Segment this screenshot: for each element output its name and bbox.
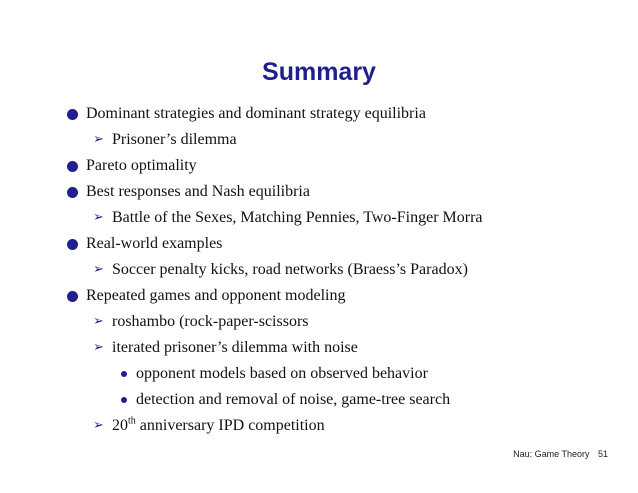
bullet-text: Best responses and Nash equilibria bbox=[86, 183, 310, 200]
arrow-bullet-icon: ➢ bbox=[93, 132, 104, 147]
bullet-dot-icon bbox=[67, 109, 78, 120]
small-dot-icon bbox=[121, 397, 127, 403]
bullet-item bbox=[86, 234, 222, 254]
bullet-text: Prisoner’s dilemma bbox=[112, 131, 237, 148]
bullet-item bbox=[86, 104, 426, 124]
slide-footer bbox=[513, 449, 608, 459]
small-dot-icon bbox=[121, 371, 127, 377]
ordinal-suffix: th bbox=[128, 415, 136, 427]
bullet-item bbox=[86, 286, 345, 306]
arrow-bullet-icon: ➢ bbox=[93, 210, 104, 225]
arrow-bullet-icon: ➢ bbox=[93, 418, 104, 433]
sub-bullet-item bbox=[93, 338, 358, 358]
sub-bullet-item bbox=[93, 260, 468, 280]
bullet-text: Real-world examples bbox=[86, 235, 223, 252]
bullet-text: Battle of the Sexes, Matching Pennies, Two-Finger Morra bbox=[112, 209, 483, 226]
bullet-text: anniversary IPD competition bbox=[135, 417, 325, 434]
bullet-item bbox=[86, 156, 197, 176]
ordinal-number: 20 bbox=[112, 417, 128, 434]
sub-bullet-item bbox=[93, 208, 483, 228]
bullet-text: opponent models based on observed behavior bbox=[136, 365, 428, 382]
arrow-bullet-icon: ➢ bbox=[93, 262, 104, 277]
sub-sub-bullet-item bbox=[136, 390, 450, 410]
arrow-bullet-icon: ➢ bbox=[93, 314, 104, 329]
bullet-text: roshambo (rock-paper-scissors bbox=[112, 313, 309, 330]
bullet-text: iterated prisoner’s dilemma with noise bbox=[112, 339, 358, 356]
page-number: 51 bbox=[597, 449, 608, 459]
bullet-text: Soccer penalty kicks, road networks (Braess’s Paradox) bbox=[112, 261, 468, 278]
sub-sub-bullet-item bbox=[136, 364, 428, 384]
sub-bullet-item bbox=[93, 130, 237, 150]
sub-bullet-item bbox=[93, 415, 325, 436]
arrow-bullet-icon: ➢ bbox=[93, 340, 104, 355]
bullet-text: Dominant strategies and dominant strategy equilibria bbox=[86, 105, 426, 122]
bullet-text: Repeated games and opponent modeling bbox=[86, 287, 346, 304]
slide-title: Summary bbox=[262, 58, 376, 86]
bullet-item bbox=[86, 182, 310, 202]
bullet-text: detection and removal of noise, game-tree search bbox=[136, 391, 451, 408]
bullet-dot-icon bbox=[67, 187, 78, 198]
bullet-dot-icon bbox=[67, 291, 78, 302]
sub-bullet-item bbox=[93, 312, 309, 332]
bullet-dot-icon bbox=[67, 161, 78, 172]
bullet-dot-icon bbox=[67, 239, 78, 250]
bullet-text: Pareto optimality bbox=[86, 157, 197, 174]
footer-text: Nau: Game Theory bbox=[513, 449, 590, 459]
